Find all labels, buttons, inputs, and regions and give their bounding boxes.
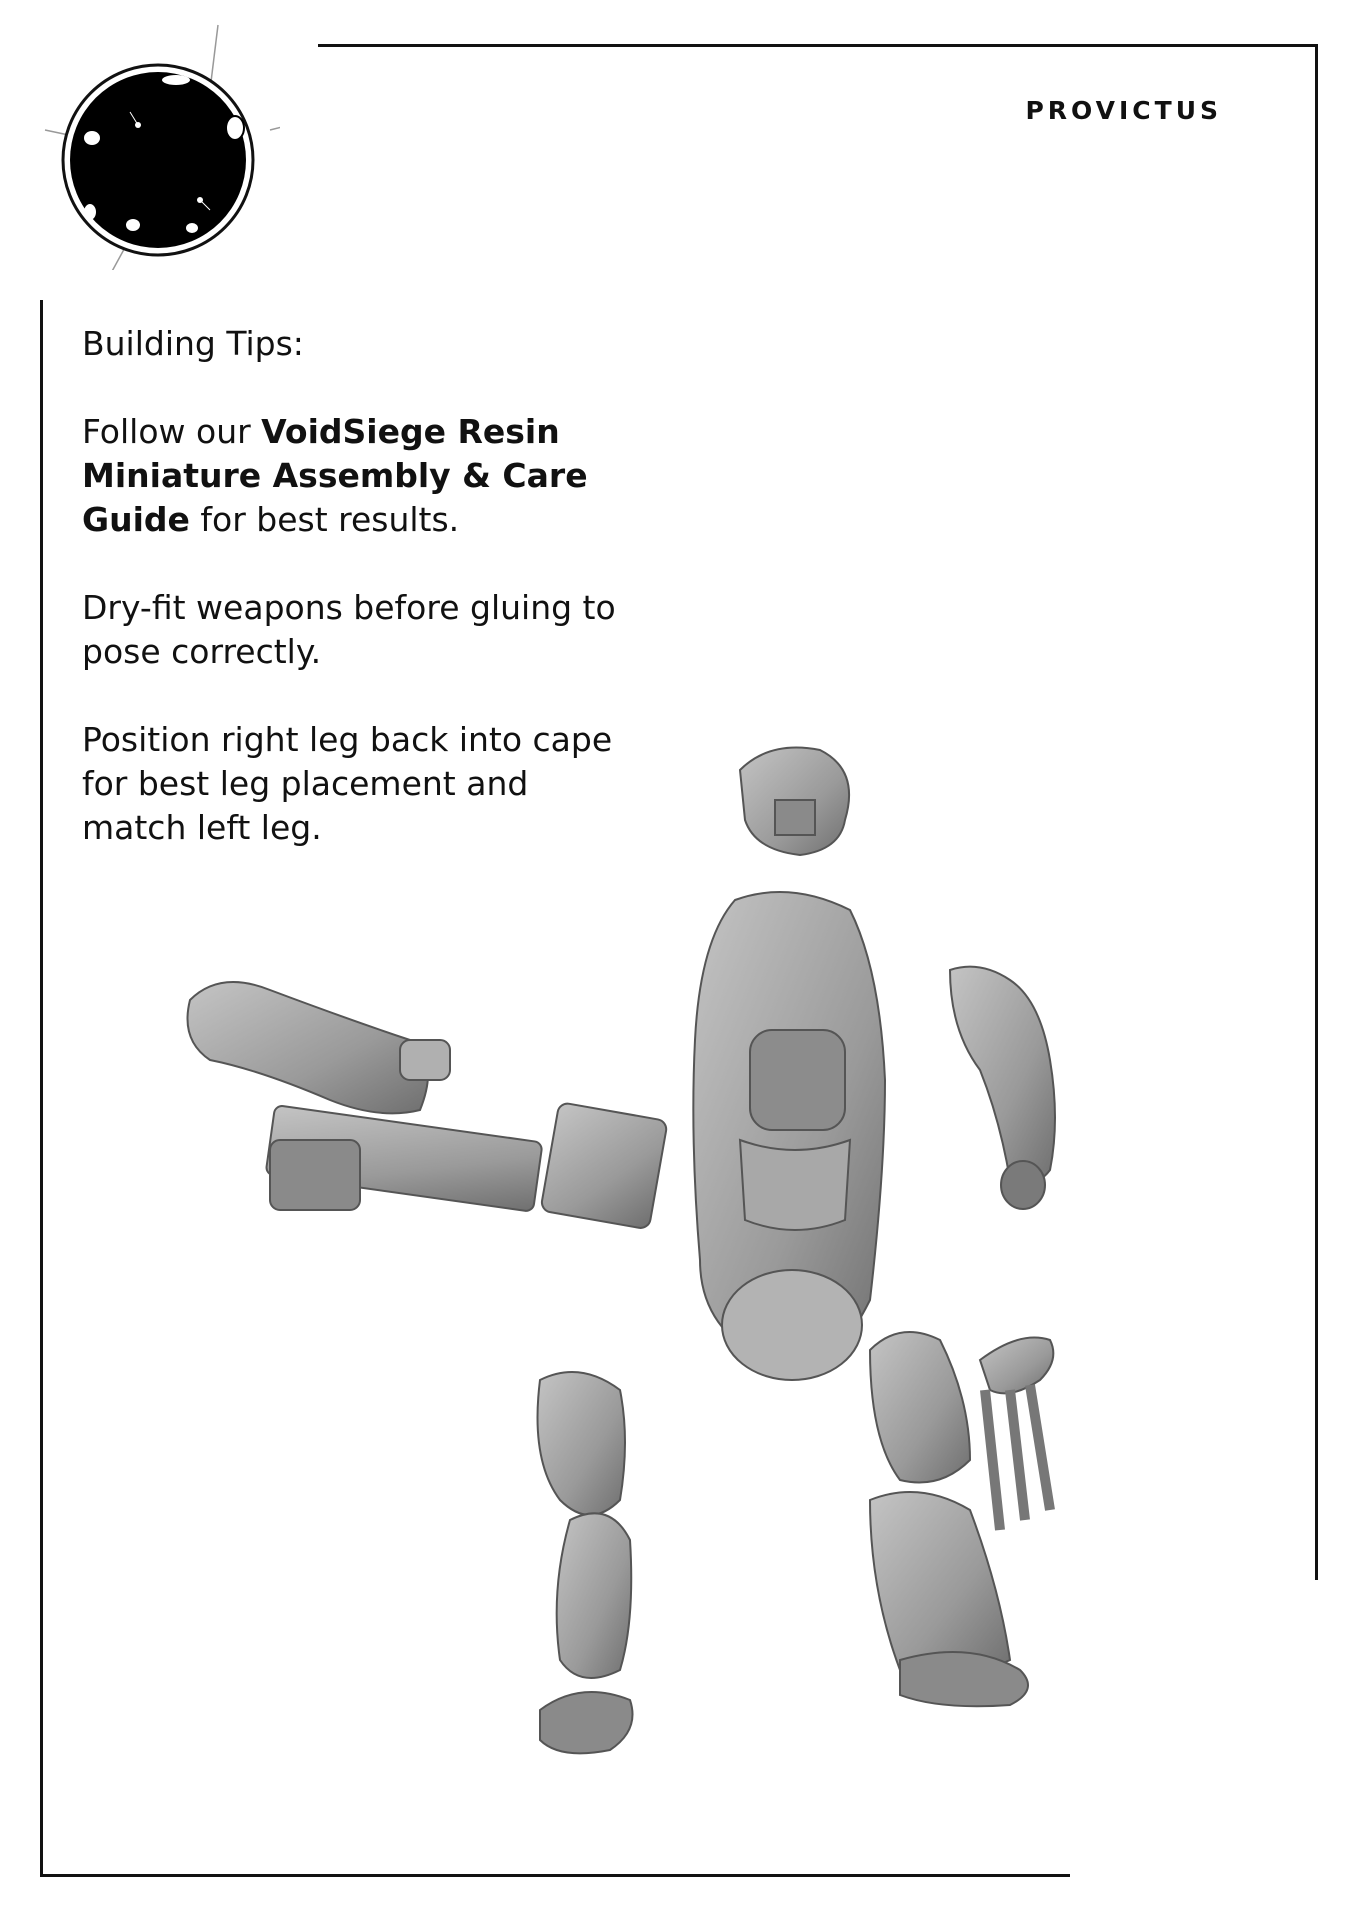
tip-guide-post: for best results. bbox=[189, 500, 460, 539]
black-planet-logo-icon bbox=[40, 20, 280, 270]
tip-guide-link: VoidSiege Resin Miniature Assembly & Care Guide bbox=[82, 412, 588, 539]
frame-top-line bbox=[318, 44, 1318, 47]
tip-guide-pre: Follow our bbox=[82, 412, 262, 451]
miniature-parts-illustration bbox=[180, 740, 1160, 1780]
tip-dry-fit: Dry-fit weapons before gluing to pose correctly. bbox=[82, 588, 616, 671]
brand-name: provictus bbox=[1025, 88, 1222, 128]
tips-heading: Building Tips: bbox=[82, 324, 304, 363]
head-part bbox=[740, 748, 849, 856]
frame-left-line bbox=[40, 300, 43, 1877]
tip-guide bbox=[82, 410, 642, 542]
tip-leg-position: Position right leg back into cape for best leg placement and match left leg. bbox=[82, 720, 613, 847]
right-leg-claw-part bbox=[870, 1332, 1053, 1706]
torso-part bbox=[693, 892, 885, 1380]
frame-right-line bbox=[1315, 44, 1318, 1580]
frame-bottom-line bbox=[40, 1874, 1070, 1877]
left-arm-weapon-part bbox=[188, 982, 668, 1230]
right-arm-part bbox=[950, 967, 1055, 1209]
left-leg-part bbox=[538, 1372, 633, 1753]
